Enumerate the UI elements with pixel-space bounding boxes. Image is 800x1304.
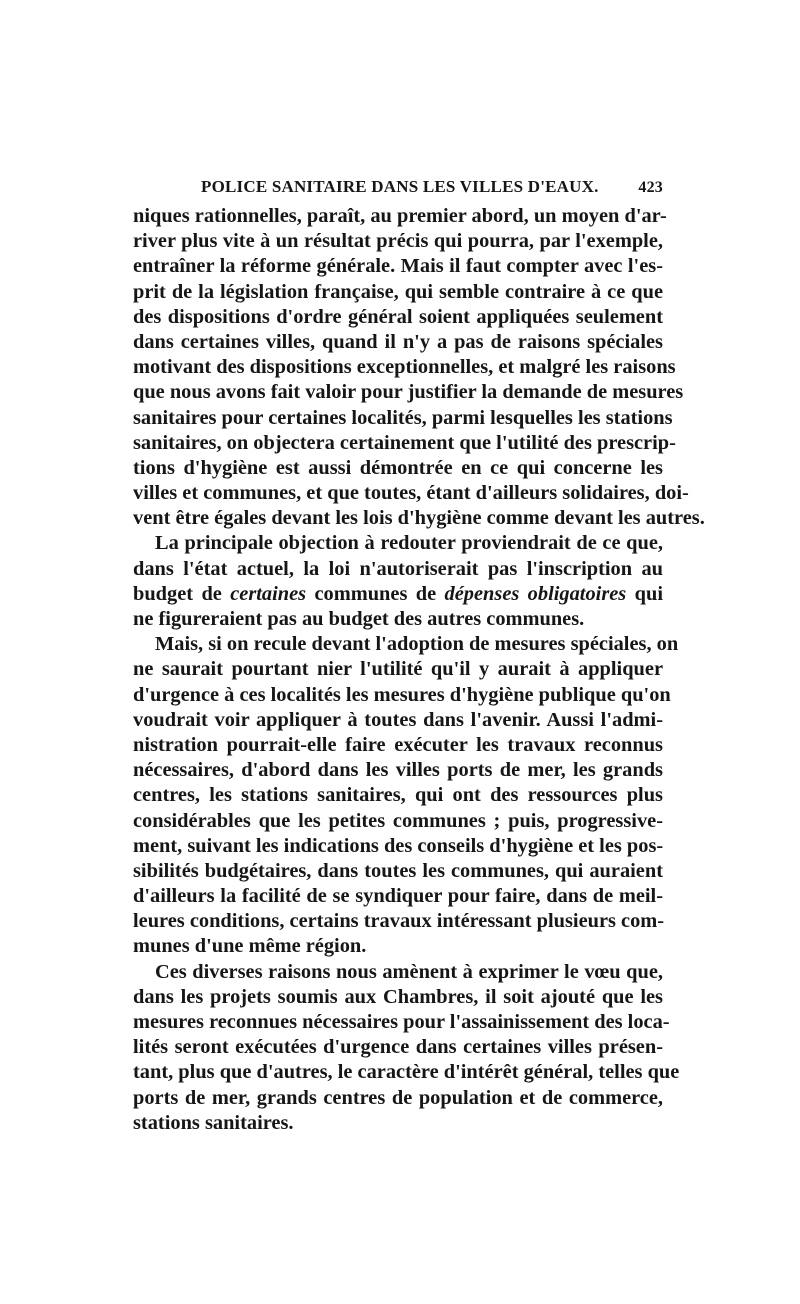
text-line: ne figureraient pas au budget des autres communes. — [133, 608, 585, 630]
text-line: considérables que les petites communes ; puis, progressive- — [133, 809, 663, 832]
text-line: niques rationnelles, paraît, au premier abord, un moyen d'ar- — [133, 205, 667, 227]
text-line: Ces diverses raisons nous amènent à exprimer le vœu que, — [155, 960, 663, 983]
text-line: d'urgence à ces localités les mesures d'hygiène publique qu'on — [133, 683, 671, 706]
text-line: La principale objection à redouter proviendrait de ce que, — [155, 532, 663, 555]
text-line: sanitaires, on objectera certainement que l'utilité des prescrip- — [133, 431, 676, 454]
text-line: centres, les stations sanitaires, qui ont des ressources plus — [133, 784, 663, 807]
running-title: POLICE SANITAIRE DANS LES VILLES D'EAUX. — [201, 177, 599, 196]
text-line: ports de mer, grands centres de population et de commerce, — [133, 1086, 663, 1109]
text-line: Mais, si on recule devant l'adoption de mesures spéciales, on — [155, 633, 679, 656]
text-line: nistration pourrait-elle faire exécuter les travaux reconnus — [133, 733, 663, 756]
text-line: budget de certaines communes de dépenses obligatoires qui — [133, 582, 663, 605]
text-line: villes et communes, et que toutes, étant d'ailleurs solidaires, doi- — [133, 482, 689, 505]
text-line: prit de la législation française, qui semble contraire à ce que — [133, 280, 663, 303]
text-line: sibilités budgétaires, dans toutes les communes, qui auraient — [133, 859, 663, 882]
paragraph — [133, 632, 679, 959]
text-line: nécessaires, d'abord dans les villes ports de mer, les grands — [133, 759, 663, 782]
text-line: dans l'état actuel, la loi n'autoriserait pas l'inscription au — [133, 557, 663, 580]
text-line: entraîner la réforme générale. Mais il faut compter avec l'es- — [133, 255, 663, 278]
text-line: tant, plus que d'autres, le caractère d'intérêt général, telles que — [133, 1061, 680, 1084]
paragraph — [133, 960, 680, 1136]
paragraph — [133, 204, 705, 531]
text-line: vent être égales devant les lois d'hygiène comme devant les autres. — [133, 507, 705, 530]
text-line: munes d'une même région. — [133, 935, 367, 958]
running-head — [133, 172, 663, 202]
italic-phrase: certaines — [230, 582, 307, 605]
page-number: 423 — [638, 179, 663, 196]
text-line: des dispositions d'ordre général soient appliquées seulement — [133, 305, 663, 328]
text-line: dans les projets soumis aux Chambres, il soit ajouté que les — [133, 985, 663, 1008]
text-line: que nous avons fait valoir pour justifier la demande de mesures — [133, 381, 684, 404]
text-line: dans certaines villes, quand il n'y a pas de raisons spéciales — [133, 330, 663, 353]
book-page — [133, 172, 705, 1136]
paragraph — [133, 531, 663, 632]
text-line: sanitaires pour certaines localités, parmi lesquelles les stations — [133, 406, 673, 429]
text-line: stations sanitaires. — [133, 1111, 294, 1134]
text-line: ment, suivant les indications des conseils d'hygiène et les pos- — [133, 834, 664, 857]
text-line: lités seront exécutées d'urgence dans certaines villes présen- — [133, 1036, 663, 1059]
body-text — [133, 204, 705, 1136]
text-line: tions d'hygiène est aussi démontrée en ce qui concerne les — [133, 456, 663, 479]
text-line: motivant des dispositions exceptionnelles, et malgré les raisons — [133, 356, 676, 379]
text-line: voudrait voir appliquer à toutes dans l'avenir. Aussi l'admi- — [133, 708, 663, 731]
text-line: leures conditions, certains travaux intéressant plusieurs com- — [133, 910, 665, 933]
italic-phrase: dépenses obligatoires — [444, 582, 627, 605]
text-line: d'ailleurs la facilité de se syndiquer pour faire, dans de meil- — [133, 885, 663, 908]
text-line: mesures reconnues nécessaires pour l'assainissement des loca- — [133, 1011, 670, 1033]
text-line: ne saurait pourtant nier l'utilité qu'il y aurait à appliquer — [133, 658, 663, 681]
text-line: river plus vite à un résultat précis qui pourra, par l'exemple, — [133, 230, 663, 253]
